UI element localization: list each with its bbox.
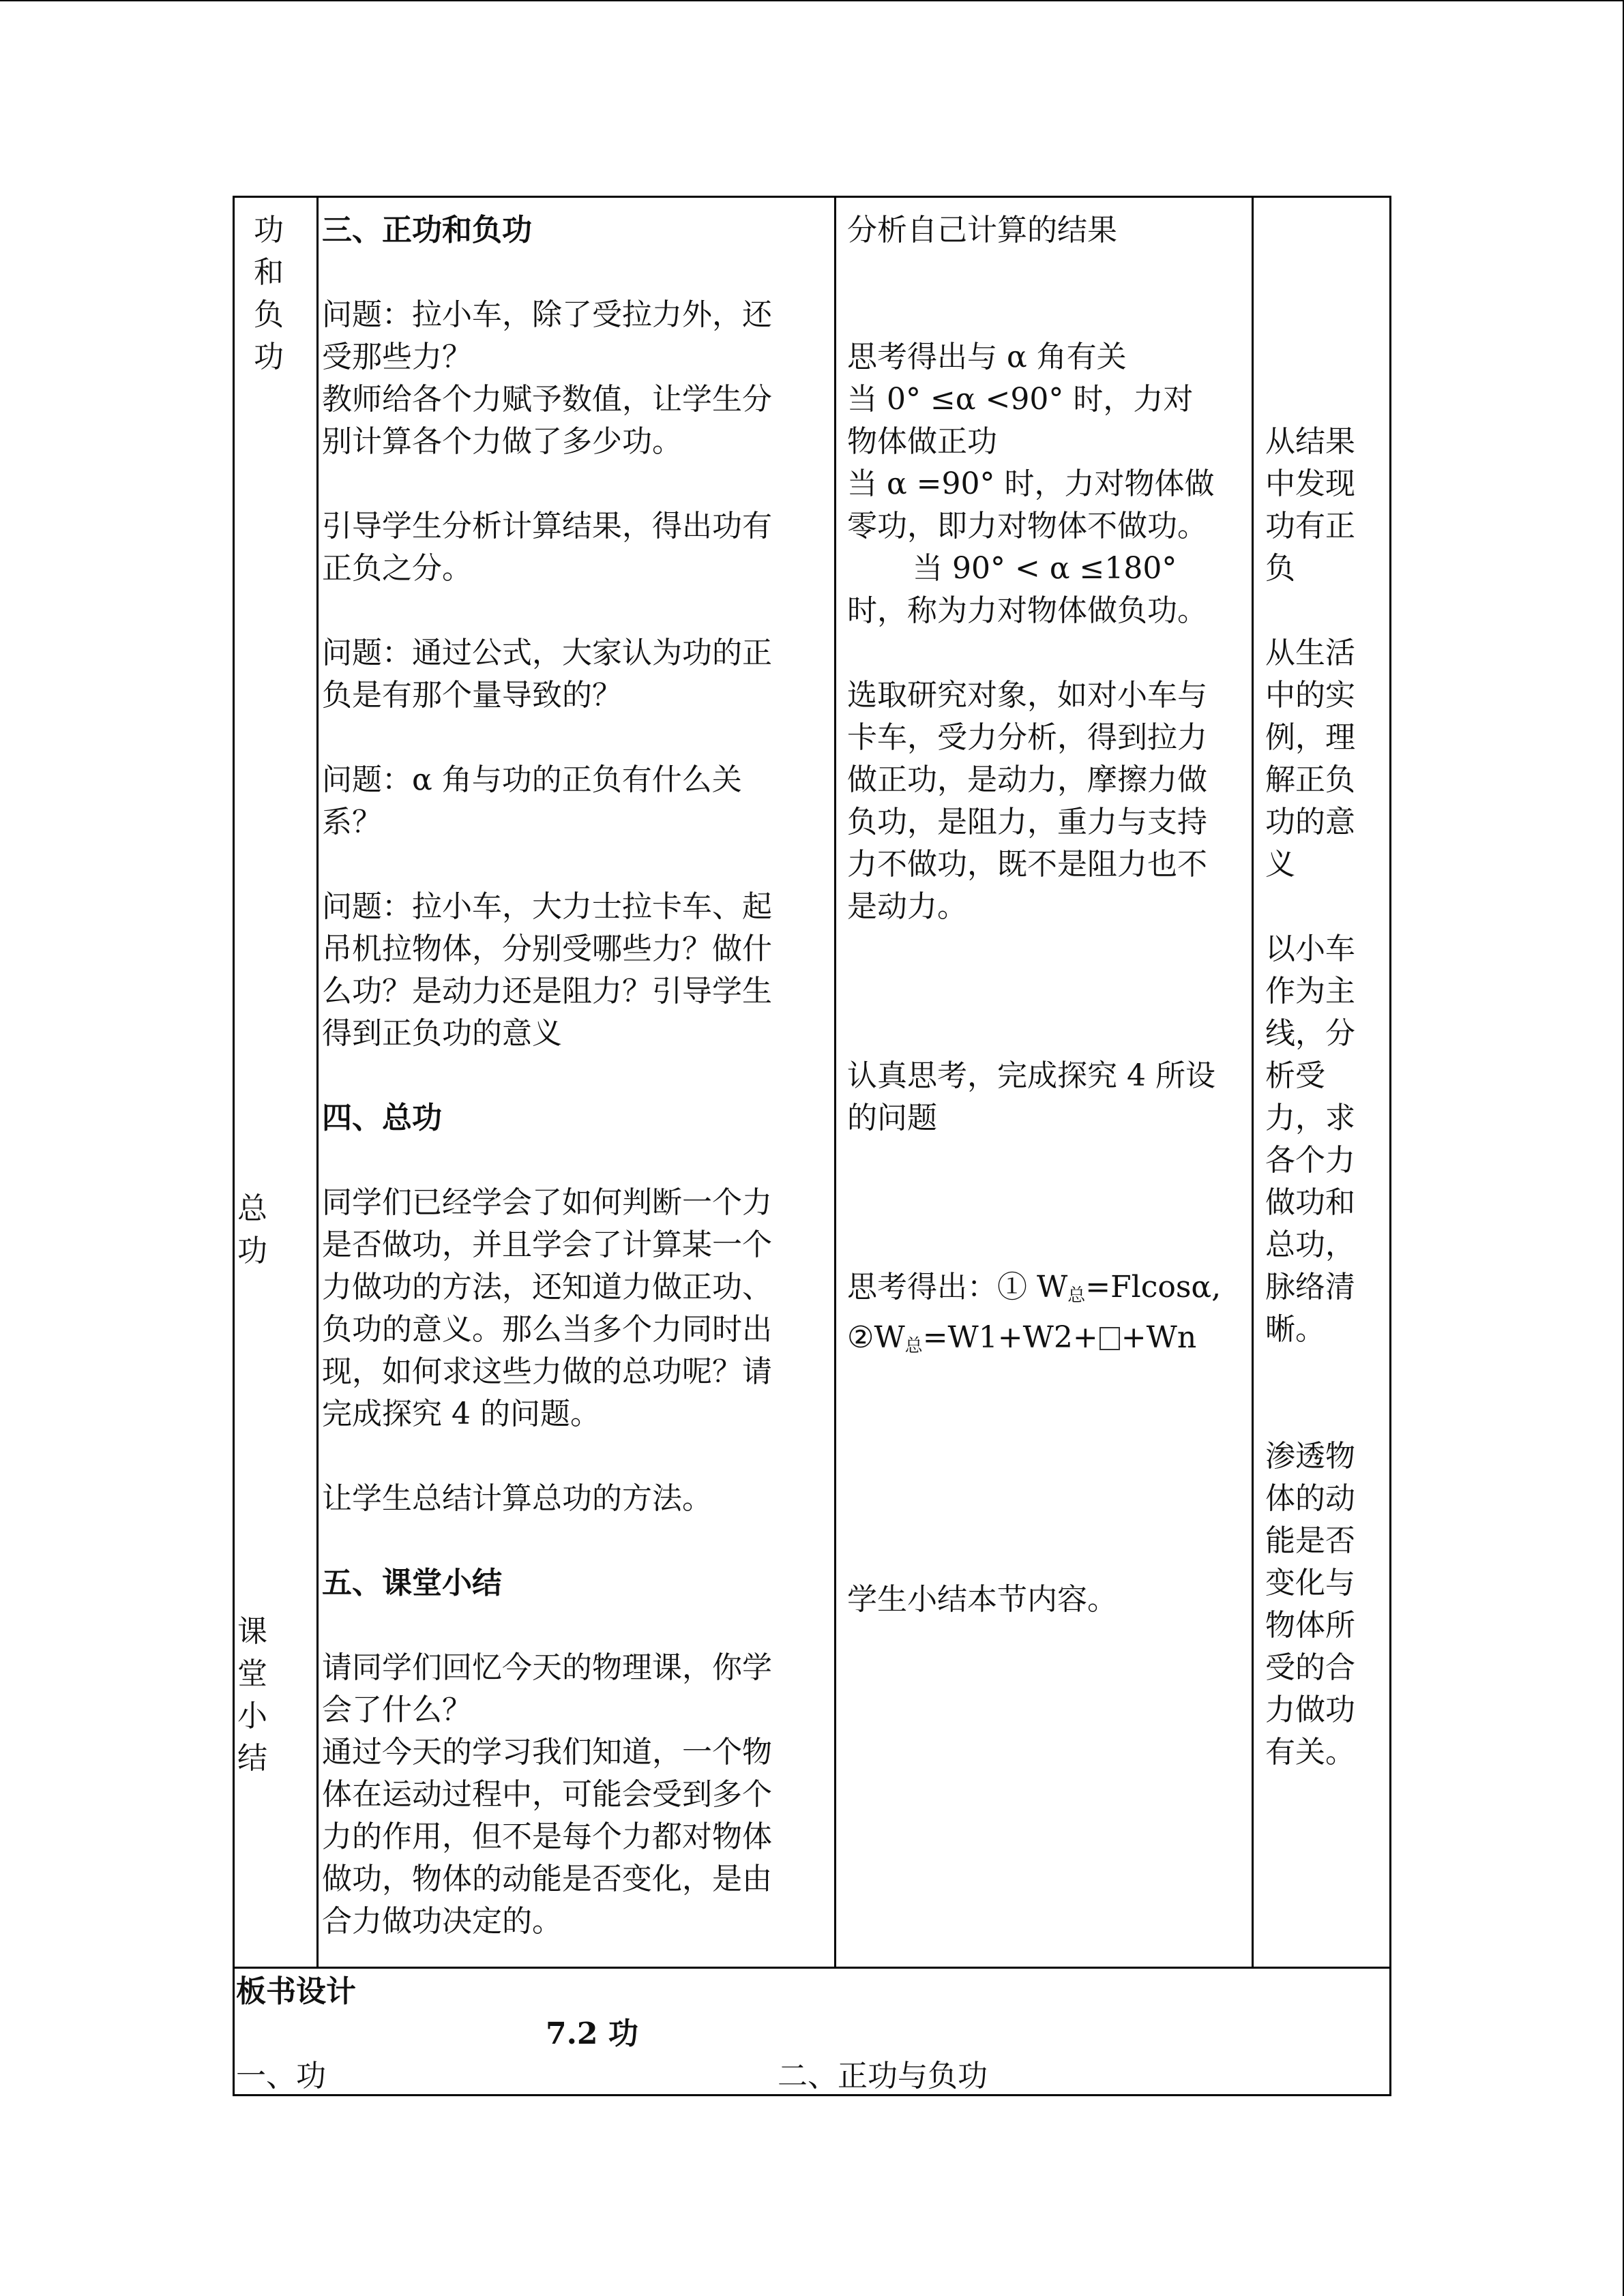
section-label-summary: 课 堂 小 结 <box>237 1614 267 1776</box>
section-label-total-work: 总 功 <box>237 1191 267 1268</box>
design-notes: 从结果 中发现 功有正 负 从生活 中的实 例，理 解正负 功的意 义 以小车 作为主 线，分 析受 力，求 各个力 做功和 总功， 脉络清 晰。 渗透物 体的动 能是否 变化与 物体所 受的合 力做功 有关。 <box>1265 424 1355 1770</box>
board-design-label: 板书设计 <box>236 1974 356 2009</box>
total-work-formula-1: 思考得出：① $W_总=Flcos\alpha$, <box>847 1270 1222 1306</box>
section-label-work-sign: 功 和 负 功 <box>254 213 284 374</box>
student-activities: 分析自己计算的结果 思考得出与 α 角有关 当 0° ≤α <90° 时，力对 物体做正功 当 α =90° 时，力对物体做 零功，即力对物体不做功。 当 90° < α ≤180° 时，称为力对物体做负功。 选取研究对象，如对小车与 卡车，受力分析，得到拉力 做正功，是动力，摩擦力做 负功，是阻力，重力与支持 力不做功，既不是阻力也不 是动力。 认真思考，完成探究 4 所设 的问题 思考得出：① $W_总=Flcos\alpha$, $②W_总=W1+W2+ +Wn$ 学生小结本节内容。 <box>847 209 1250 1621</box>
total-work-formula-2: $②W_总=W1+W2+ +Wn$ <box>847 1320 1197 1356</box>
board-item-positive-negative: 二、正功与负功 <box>778 2059 988 2093</box>
board-design-title: 7.2 功 <box>546 2016 638 2051</box>
board-section-divider <box>233 1967 1391 1969</box>
column-divider-1 <box>316 196 319 1969</box>
column-divider-3 <box>1252 196 1254 1969</box>
teacher-activities: 三、正功和负功 问题：拉小车，除了受拉力外，还 受那些力？ 教师给各个力赋予数值，让学生分 别计算各个力做了多少功。 引导学生分析计算结果，得出功有 正负之分。 问题：通过公式，大家认为功的正 负是有那个量导致的？ 问题：α 角与功的正负有什么关 系？ 问题：拉小车，大力士拉卡车、起 吊机拉物体，分别受哪些力？做什 么功？是动力还是阻力？引导学生 得到正负功的意义 四、总功 同学们已经学会了如何判断一个力 是否做功，并且学会了计算某一个 力做功的方法，还知道力做正功、 负功的意义。那么当多个力同时出 现，如何求这些力做的总功呢？请 完成探究 4 的问题。 让学生总结计算总功的方法。 五、课堂小结 请同学们回忆今天的物理课，你学 会了什么？ 通过今天的学习我们知道，一个物 体在运动过程中，可能会受到多个 力的作用，但不是每个力都对物体 做功，物体的动能是否变化，是由 合力做功决定的。 <box>322 209 830 1943</box>
heading-class-summary: 五、课堂小结 <box>322 1566 502 1600</box>
heading-positive-negative-work: 三、正功和负功 <box>322 213 532 248</box>
ellipsis-box-icon <box>1099 1327 1120 1350</box>
column-divider-2 <box>834 196 836 1969</box>
board-item-work: 一、功 <box>236 2059 326 2093</box>
heading-total-work: 四、总功 <box>322 1101 442 1135</box>
